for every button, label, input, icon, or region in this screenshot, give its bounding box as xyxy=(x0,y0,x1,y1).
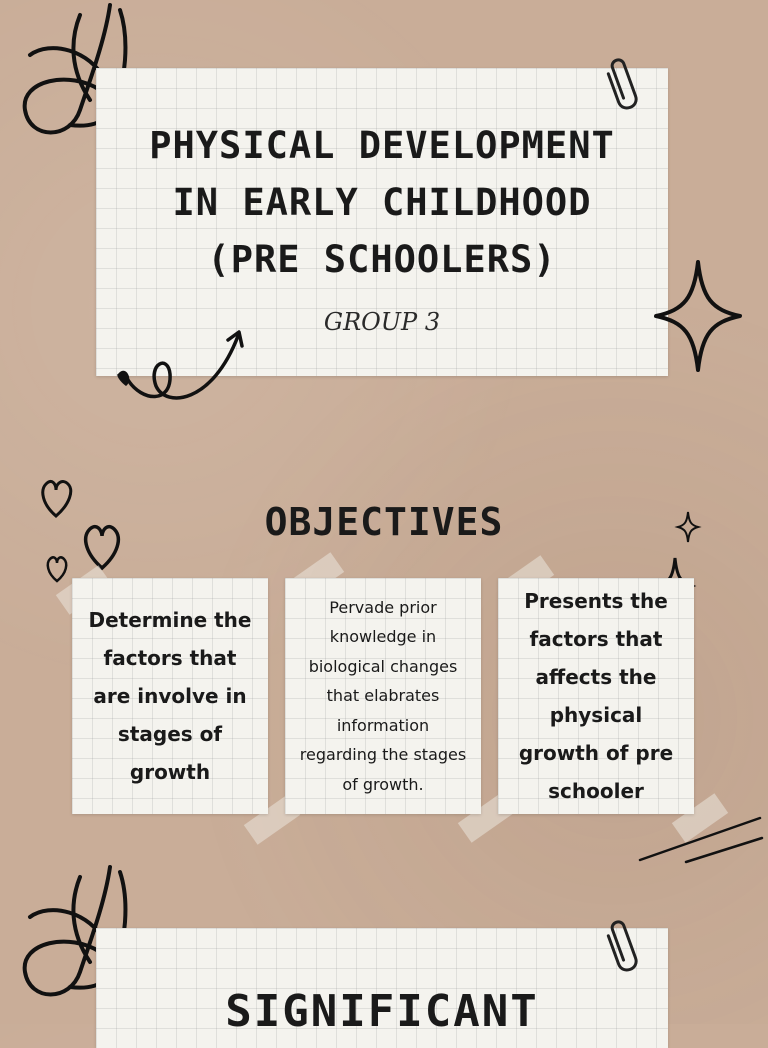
objective-card-3 xyxy=(498,578,694,814)
title-line-2: IN EARLY CHILDHOOD xyxy=(172,181,592,224)
objectives-heading: OBJECTIVES xyxy=(264,500,504,544)
paperclip-icon xyxy=(602,918,642,982)
sparkle-star-icon xyxy=(652,258,744,374)
objective-card-1 xyxy=(72,578,268,814)
objective-text-1: Determine the factors that are involve in stages of growth xyxy=(88,608,252,784)
objective-card-2 xyxy=(285,578,481,814)
title-line-3: (PRE SCHOOLERS) xyxy=(207,238,557,281)
line-strokes-icon xyxy=(636,812,764,866)
title-line-1: PHYSICAL DEVELOPMENT xyxy=(149,124,615,167)
paperclip-icon xyxy=(602,56,642,120)
objective-text-3: Presents the factors that affects the physical growth of pre schooler xyxy=(518,589,674,803)
heart-icon xyxy=(44,552,70,584)
sparkle-star-icon xyxy=(676,510,700,544)
objective-text-2: Pervade prior knowledge in biological changes that elabrates information regarding the stages of growth. xyxy=(299,597,467,794)
significant-heading: SIGNIFICANT xyxy=(225,986,539,1037)
arrow-doodle-icon xyxy=(112,324,252,408)
significant-card xyxy=(96,928,668,1048)
group-label: GROUP 3 xyxy=(323,308,441,336)
